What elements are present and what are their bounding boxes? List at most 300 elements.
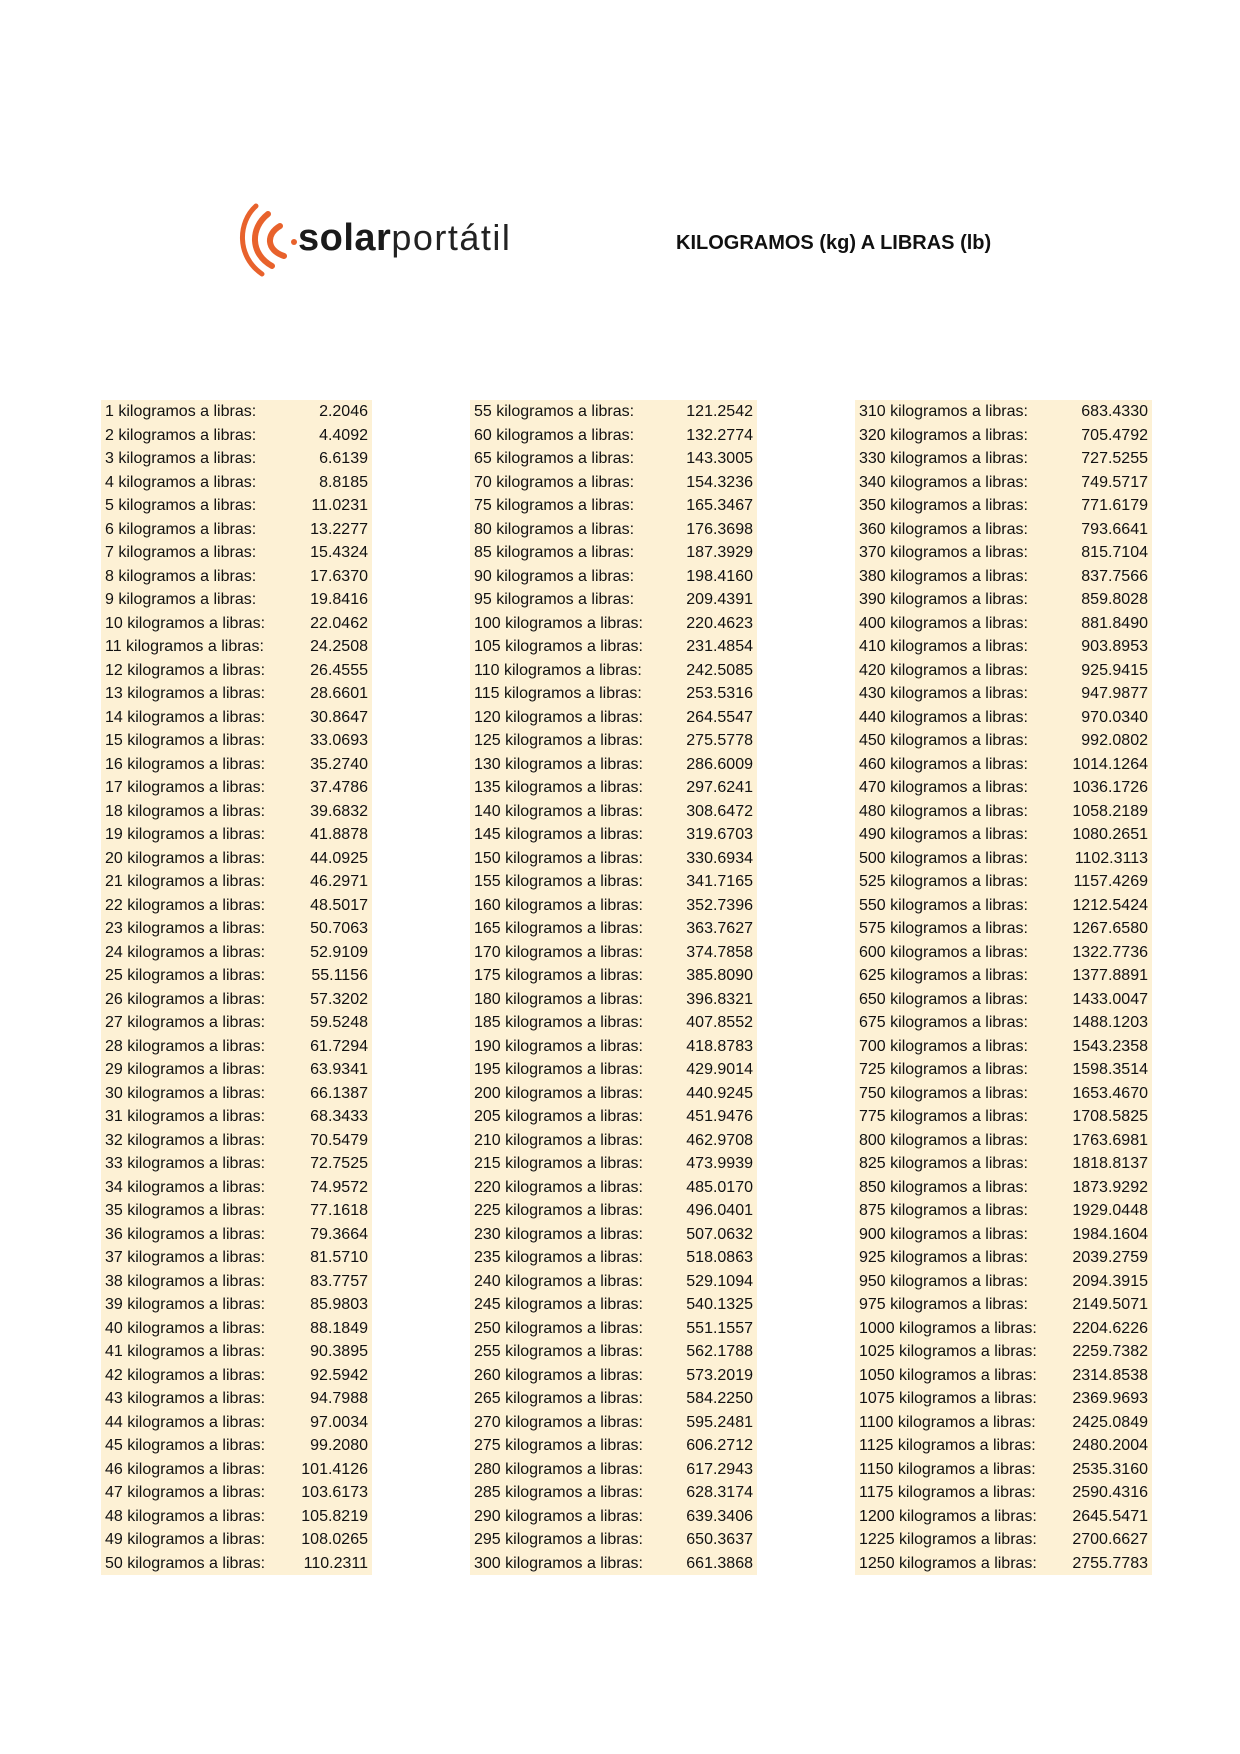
conversion-row — [101, 1223, 372, 1247]
kg-label: 410 kilogramos a libras: — [859, 638, 1028, 655]
lb-value: 94.7988 — [310, 1390, 368, 1407]
conversion-row — [470, 941, 757, 965]
conversion-row — [470, 518, 757, 542]
lb-value: 55.1156 — [311, 967, 368, 984]
lb-value: 33.0693 — [310, 732, 368, 749]
kg-label: 1025 kilogramos a libras: — [859, 1343, 1037, 1360]
lb-value: 308.6472 — [686, 802, 753, 820]
conversion-row — [855, 588, 1152, 612]
conversion-row — [855, 400, 1152, 424]
lb-value: 61.7294 — [310, 1037, 368, 1055]
lb-value: 2.2046 — [319, 403, 368, 420]
kg-label: 295 kilogramos a libras: — [474, 1531, 643, 1548]
kg-label: 240 kilogramos a libras: — [474, 1272, 643, 1290]
lb-value: 90.3895 — [310, 1343, 368, 1360]
kg-label: 750 kilogramos a libras: — [859, 1084, 1028, 1102]
lb-value: 99.2080 — [310, 1437, 368, 1454]
lb-value: 24.2508 — [310, 638, 368, 655]
kg-label: 41 kilogramos a libras: — [105, 1343, 266, 1360]
lb-value: 496.0401 — [686, 1202, 753, 1219]
lb-value: 617.2943 — [686, 1460, 753, 1478]
conversion-row — [101, 659, 372, 683]
conversion-row — [855, 894, 1152, 918]
conversion-row — [855, 1481, 1152, 1505]
kg-label: 70 kilogramos a libras: — [474, 473, 635, 491]
lb-value: 37.4786 — [310, 779, 368, 796]
kg-label: 1 kilogramos a libras: — [105, 403, 257, 420]
lb-value: 176.3698 — [686, 520, 753, 538]
kg-label: 500 kilogramos a libras: — [859, 849, 1028, 867]
lb-value: 947.9877 — [1081, 685, 1148, 702]
lb-value: 1873.9292 — [1072, 1178, 1148, 1196]
kg-label: 600 kilogramos a libras: — [859, 943, 1028, 961]
kg-label: 12 kilogramos a libras: — [105, 661, 266, 679]
kg-label: 47 kilogramos a libras: — [105, 1484, 266, 1501]
conversion-row — [101, 1293, 372, 1317]
kg-label: 135 kilogramos a libras: — [474, 779, 643, 796]
lb-value: 330.6934 — [686, 849, 753, 867]
lb-value: 1157.4269 — [1073, 873, 1148, 890]
lb-value: 2149.5071 — [1072, 1296, 1148, 1313]
conversion-row — [470, 1035, 757, 1059]
lb-value: 639.3406 — [686, 1507, 753, 1525]
lb-value: 2755.7783 — [1072, 1554, 1148, 1572]
kg-label: 90 kilogramos a libras: — [474, 567, 635, 585]
kg-label: 32 kilogramos a libras: — [105, 1131, 266, 1149]
kg-label: 225 kilogramos a libras: — [474, 1202, 643, 1219]
conversion-row — [101, 729, 372, 753]
lb-value: 83.7757 — [310, 1272, 368, 1290]
kg-label: 115 kilogramos a libras: — [474, 685, 642, 702]
kg-label: 95 kilogramos a libras: — [474, 591, 635, 608]
kg-label: 725 kilogramos a libras: — [859, 1061, 1028, 1078]
lb-value: 407.8552 — [686, 1014, 753, 1031]
lb-value: 1080.2651 — [1072, 826, 1148, 843]
kg-label: 21 kilogramos a libras: — [105, 873, 266, 890]
conversion-row — [470, 565, 757, 589]
kg-label: 110 kilogramos a libras: — [474, 661, 642, 679]
conversion-column-2 — [470, 400, 757, 1575]
conversion-row — [855, 917, 1152, 941]
kg-label: 1125 kilogramos a libras: — [859, 1437, 1036, 1454]
kg-label: 575 kilogramos a libras: — [859, 920, 1028, 937]
lb-value: 529.1094 — [686, 1272, 753, 1290]
kg-label: 5 kilogramos a libras: — [105, 497, 257, 514]
kg-label: 9 kilogramos a libras: — [105, 591, 257, 608]
solarportatil-logo — [236, 200, 512, 280]
lb-value: 418.8783 — [686, 1037, 753, 1055]
kg-label: 400 kilogramos a libras: — [859, 614, 1028, 632]
kg-label: 38 kilogramos a libras: — [105, 1272, 266, 1290]
lb-value: 81.5710 — [310, 1249, 368, 1266]
conversion-row — [855, 1176, 1152, 1200]
lb-value: 1488.1203 — [1072, 1014, 1148, 1031]
lb-value: 1653.4670 — [1072, 1084, 1148, 1102]
kg-label: 45 kilogramos a libras: — [105, 1437, 266, 1454]
conversion-row — [470, 682, 757, 706]
kg-label: 1225 kilogramos a libras: — [859, 1531, 1037, 1548]
lb-value: 385.8090 — [686, 967, 753, 984]
kg-label: 50 kilogramos a libras: — [105, 1554, 266, 1572]
conversion-row — [101, 823, 372, 847]
kg-label: 490 kilogramos a libras: — [859, 826, 1028, 843]
kg-label: 245 kilogramos a libras: — [474, 1296, 643, 1313]
kg-label: 480 kilogramos a libras: — [859, 802, 1028, 820]
kg-label: 6 kilogramos a libras: — [105, 520, 257, 538]
lb-value: 52.9109 — [310, 943, 368, 961]
kg-label: 3 kilogramos a libras: — [105, 450, 257, 467]
conversion-row — [470, 870, 757, 894]
lb-value: 50.7063 — [310, 920, 368, 937]
conversion-row — [101, 1105, 372, 1129]
kg-label: 39 kilogramos a libras: — [105, 1296, 266, 1313]
conversion-row — [470, 1293, 757, 1317]
conversion-row — [101, 1481, 372, 1505]
conversion-row — [470, 400, 757, 424]
kg-label: 290 kilogramos a libras: — [474, 1507, 643, 1525]
kg-label: 28 kilogramos a libras: — [105, 1037, 266, 1055]
lb-value: 108.0265 — [301, 1531, 368, 1548]
lb-value: 253.5316 — [686, 685, 753, 702]
kg-label: 22 kilogramos a libras: — [105, 896, 266, 914]
conversion-row — [855, 612, 1152, 636]
conversion-row — [470, 1223, 757, 1247]
kg-label: 18 kilogramos a libras: — [105, 802, 266, 820]
kg-label: 49 kilogramos a libras: — [105, 1531, 266, 1548]
lb-value: 881.8490 — [1081, 614, 1148, 632]
lb-value: 1036.1726 — [1072, 779, 1148, 796]
signal-arcs-icon — [236, 200, 306, 280]
kg-label: 280 kilogramos a libras: — [474, 1460, 643, 1478]
kg-label: 160 kilogramos a libras: — [474, 896, 643, 914]
conversion-row — [101, 1035, 372, 1059]
kg-label: 300 kilogramos a libras: — [474, 1554, 643, 1572]
lb-value: 1763.6981 — [1072, 1131, 1148, 1149]
kg-label: 550 kilogramos a libras: — [859, 896, 1028, 914]
lb-value: 154.3236 — [686, 473, 753, 491]
lb-value: 143.3005 — [686, 450, 753, 467]
lb-value: 650.3637 — [686, 1531, 753, 1548]
lb-value: 57.3202 — [310, 990, 368, 1008]
conversion-row — [101, 635, 372, 659]
conversion-row — [855, 1411, 1152, 1435]
lb-value: 17.6370 — [310, 567, 368, 585]
conversion-row — [470, 471, 757, 495]
lb-value: 903.8953 — [1081, 638, 1148, 655]
kg-label: 105 kilogramos a libras: — [474, 638, 643, 655]
kg-label: 33 kilogramos a libras: — [105, 1155, 266, 1172]
conversion-row — [470, 776, 757, 800]
conversion-row — [855, 1270, 1152, 1294]
kg-label: 200 kilogramos a libras: — [474, 1084, 643, 1102]
lb-value: 1058.2189 — [1072, 802, 1148, 820]
lb-value: 1598.3514 — [1072, 1061, 1148, 1078]
conversion-row — [101, 1152, 372, 1176]
lb-value: 132.2774 — [686, 426, 753, 444]
kg-label: 1150 kilogramos a libras: — [859, 1460, 1036, 1478]
lb-value: 2535.3160 — [1072, 1460, 1148, 1478]
lb-value: 72.7525 — [310, 1155, 368, 1172]
lb-value: 264.5547 — [686, 708, 753, 726]
kg-label: 1075 kilogramos a libras: — [859, 1390, 1037, 1407]
conversion-row — [855, 776, 1152, 800]
kg-label: 130 kilogramos a libras: — [474, 755, 643, 773]
conversion-row — [470, 1552, 757, 1576]
conversion-row — [470, 1058, 757, 1082]
conversion-row — [470, 1505, 757, 1529]
lb-value: 11.0231 — [311, 497, 368, 514]
conversion-row — [101, 1434, 372, 1458]
kg-label: 340 kilogramos a libras: — [859, 473, 1028, 491]
conversion-row — [855, 729, 1152, 753]
conversion-row — [101, 1317, 372, 1341]
conversion-row — [855, 635, 1152, 659]
lb-value: 1543.2358 — [1072, 1037, 1148, 1055]
lb-value: 518.0863 — [686, 1249, 753, 1266]
conversion-row — [855, 1199, 1152, 1223]
conversion-row — [470, 447, 757, 471]
kg-label: 2 kilogramos a libras: — [105, 426, 257, 444]
kg-label: 205 kilogramos a libras: — [474, 1108, 643, 1125]
kg-label: 20 kilogramos a libras: — [105, 849, 266, 867]
kg-label: 380 kilogramos a libras: — [859, 567, 1028, 585]
kg-label: 29 kilogramos a libras: — [105, 1061, 266, 1078]
lb-value: 1377.8891 — [1072, 967, 1148, 984]
conversion-row — [855, 447, 1152, 471]
conversion-row — [470, 424, 757, 448]
kg-label: 470 kilogramos a libras: — [859, 779, 1028, 796]
lb-value: 2039.2759 — [1072, 1249, 1148, 1266]
lb-value: 859.8028 — [1081, 591, 1148, 608]
lb-value: 451.9476 — [686, 1108, 753, 1125]
lb-value: 198.4160 — [686, 567, 753, 585]
lb-value: 485.0170 — [686, 1178, 753, 1196]
kg-label: 44 kilogramos a libras: — [105, 1413, 266, 1431]
conversion-row — [101, 471, 372, 495]
lb-value: 1708.5825 — [1072, 1108, 1148, 1125]
conversion-row — [855, 1528, 1152, 1552]
conversion-row — [470, 1246, 757, 1270]
conversion-row — [101, 894, 372, 918]
conversion-row — [101, 1270, 372, 1294]
lb-value: 59.5248 — [310, 1014, 368, 1031]
conversion-row — [855, 1011, 1152, 1035]
kg-label: 285 kilogramos a libras: — [474, 1484, 643, 1501]
conversion-row — [855, 1058, 1152, 1082]
kg-label: 100 kilogramos a libras: — [474, 614, 643, 632]
conversion-row — [101, 1411, 372, 1435]
kg-label: 1200 kilogramos a libras: — [859, 1507, 1037, 1525]
lb-value: 2369.9693 — [1072, 1390, 1148, 1407]
conversion-row — [855, 518, 1152, 542]
conversion-row — [101, 1176, 372, 1200]
kg-label: 330 kilogramos a libras: — [859, 450, 1028, 467]
conversion-row — [101, 1082, 372, 1106]
conversion-row — [470, 1528, 757, 1552]
lb-value: 121.2542 — [686, 403, 753, 420]
lb-value: 165.3467 — [686, 497, 753, 514]
kg-label: 170 kilogramos a libras: — [474, 943, 643, 961]
lb-value: 48.5017 — [310, 896, 368, 914]
kg-label: 155 kilogramos a libras: — [474, 873, 643, 890]
lb-value: 970.0340 — [1081, 708, 1148, 726]
kg-label: 320 kilogramos a libras: — [859, 426, 1028, 444]
lb-value: 573.2019 — [686, 1366, 753, 1384]
conversion-row — [101, 447, 372, 471]
lb-value: 319.6703 — [686, 826, 753, 843]
conversion-row — [855, 1317, 1152, 1341]
lb-value: 1984.1604 — [1072, 1225, 1148, 1243]
lb-value: 771.6179 — [1081, 497, 1148, 514]
kg-label: 36 kilogramos a libras: — [105, 1225, 266, 1243]
conversion-row — [101, 682, 372, 706]
lb-value: 374.7858 — [686, 943, 753, 961]
conversion-row — [101, 941, 372, 965]
kg-label: 16 kilogramos a libras: — [105, 755, 266, 773]
kg-label: 1175 kilogramos a libras: — [859, 1484, 1036, 1501]
lb-value: 705.4792 — [1081, 426, 1148, 444]
lb-value: 39.6832 — [310, 802, 368, 820]
lb-value: 551.1557 — [686, 1319, 753, 1337]
conversion-row — [855, 964, 1152, 988]
kg-label: 950 kilogramos a libras: — [859, 1272, 1028, 1290]
lb-value: 79.3664 — [310, 1225, 368, 1243]
lb-value: 341.7165 — [686, 873, 753, 890]
kg-label: 48 kilogramos a libras: — [105, 1507, 266, 1525]
conversion-row — [855, 1246, 1152, 1270]
kg-label: 19 kilogramos a libras: — [105, 826, 266, 843]
conversion-row — [470, 917, 757, 941]
kg-label: 270 kilogramos a libras: — [474, 1413, 643, 1431]
kg-label: 850 kilogramos a libras: — [859, 1178, 1028, 1196]
lb-value: 63.9341 — [310, 1061, 368, 1078]
kg-label: 17 kilogramos a libras: — [105, 779, 266, 796]
kg-label: 265 kilogramos a libras: — [474, 1390, 643, 1407]
conversion-row — [101, 424, 372, 448]
kg-label: 8 kilogramos a libras: — [105, 567, 257, 585]
lb-value: 2645.5471 — [1072, 1507, 1148, 1525]
conversion-row — [470, 1458, 757, 1482]
kg-label: 460 kilogramos a libras: — [859, 755, 1028, 773]
kg-label: 370 kilogramos a libras: — [859, 544, 1028, 561]
lb-value: 462.9708 — [686, 1131, 753, 1149]
kg-label: 15 kilogramos a libras: — [105, 732, 266, 749]
conversion-row — [855, 1105, 1152, 1129]
lb-value: 628.3174 — [686, 1484, 753, 1501]
conversion-row — [470, 1176, 757, 1200]
kg-label: 800 kilogramos a libras: — [859, 1131, 1028, 1149]
conversion-row — [470, 706, 757, 730]
lb-value: 1014.1264 — [1072, 755, 1148, 773]
conversion-row — [470, 1364, 757, 1388]
kg-label: 1050 kilogramos a libras: — [859, 1366, 1037, 1384]
lb-value: 1433.0047 — [1072, 990, 1148, 1008]
conversion-row — [101, 565, 372, 589]
lb-value: 2204.6226 — [1072, 1319, 1148, 1337]
kg-label: 430 kilogramos a libras: — [859, 685, 1028, 702]
logo-thin-text: portátil — [391, 217, 512, 258]
kg-label: 925 kilogramos a libras: — [859, 1249, 1028, 1266]
kg-label: 875 kilogramos a libras: — [859, 1202, 1028, 1219]
conversion-row — [855, 823, 1152, 847]
lb-value: 793.6641 — [1081, 520, 1148, 538]
conversion-row — [855, 541, 1152, 565]
kg-label: 440 kilogramos a libras: — [859, 708, 1028, 726]
kg-label: 450 kilogramos a libras: — [859, 732, 1028, 749]
lb-value: 286.6009 — [686, 755, 753, 773]
kg-label: 195 kilogramos a libras: — [474, 1061, 643, 1078]
conversion-row — [470, 1105, 757, 1129]
lb-value: 2094.3915 — [1072, 1272, 1148, 1290]
conversion-row — [101, 612, 372, 636]
lb-value: 2425.0849 — [1072, 1413, 1148, 1431]
kg-label: 37 kilogramos a libras: — [105, 1249, 266, 1266]
lb-value: 66.1387 — [310, 1084, 368, 1102]
lb-value: 1818.8137 — [1072, 1155, 1148, 1172]
conversion-row — [470, 823, 757, 847]
conversion-row — [101, 1552, 372, 1576]
kg-label: 55 kilogramos a libras: — [474, 403, 635, 420]
kg-label: 230 kilogramos a libras: — [474, 1225, 643, 1243]
kg-label: 900 kilogramos a libras: — [859, 1225, 1028, 1243]
lb-value: 815.7104 — [1081, 544, 1148, 561]
conversion-row — [470, 988, 757, 1012]
lb-value: 363.7627 — [686, 920, 753, 937]
conversion-row — [101, 541, 372, 565]
lb-value: 396.8321 — [686, 990, 753, 1008]
logo-wordmark — [298, 218, 511, 258]
kg-label: 7 kilogramos a libras: — [105, 544, 257, 561]
conversion-row — [101, 1364, 372, 1388]
conversion-row — [470, 753, 757, 777]
kg-label: 180 kilogramos a libras: — [474, 990, 643, 1008]
kg-label: 34 kilogramos a libras: — [105, 1178, 266, 1196]
conversion-row — [101, 800, 372, 824]
conversion-row — [470, 1411, 757, 1435]
kg-label: 525 kilogramos a libras: — [859, 873, 1028, 890]
kg-label: 120 kilogramos a libras: — [474, 708, 643, 726]
conversion-row — [470, 800, 757, 824]
lb-value: 105.8219 — [301, 1507, 368, 1525]
conversion-row — [470, 729, 757, 753]
lb-value: 103.6173 — [301, 1484, 368, 1501]
lb-value: 507.0632 — [686, 1225, 753, 1243]
conversion-row — [855, 659, 1152, 683]
lb-value: 1929.0448 — [1072, 1202, 1148, 1219]
conversion-row — [470, 541, 757, 565]
conversion-row — [855, 1552, 1152, 1576]
conversion-row — [101, 988, 372, 1012]
kg-label: 24 kilogramos a libras: — [105, 943, 266, 961]
kg-label: 775 kilogramos a libras: — [859, 1108, 1028, 1125]
lb-value: 1322.7736 — [1072, 943, 1148, 961]
kg-label: 125 kilogramos a libras: — [474, 732, 643, 749]
conversion-row — [101, 847, 372, 871]
kg-label: 625 kilogramos a libras: — [859, 967, 1028, 984]
lb-value: 606.2712 — [686, 1437, 753, 1454]
kg-label: 310 kilogramos a libras: — [859, 403, 1028, 420]
conversion-row — [470, 1082, 757, 1106]
kg-label: 31 kilogramos a libras: — [105, 1108, 266, 1125]
kg-label: 140 kilogramos a libras: — [474, 802, 643, 820]
conversion-row — [855, 494, 1152, 518]
kg-label: 1250 kilogramos a libras: — [859, 1554, 1037, 1572]
conversion-row — [855, 847, 1152, 871]
conversion-row — [470, 1152, 757, 1176]
lb-value: 2480.2004 — [1072, 1437, 1148, 1454]
kg-label: 150 kilogramos a libras: — [474, 849, 643, 867]
lb-value: 97.0034 — [310, 1413, 368, 1431]
